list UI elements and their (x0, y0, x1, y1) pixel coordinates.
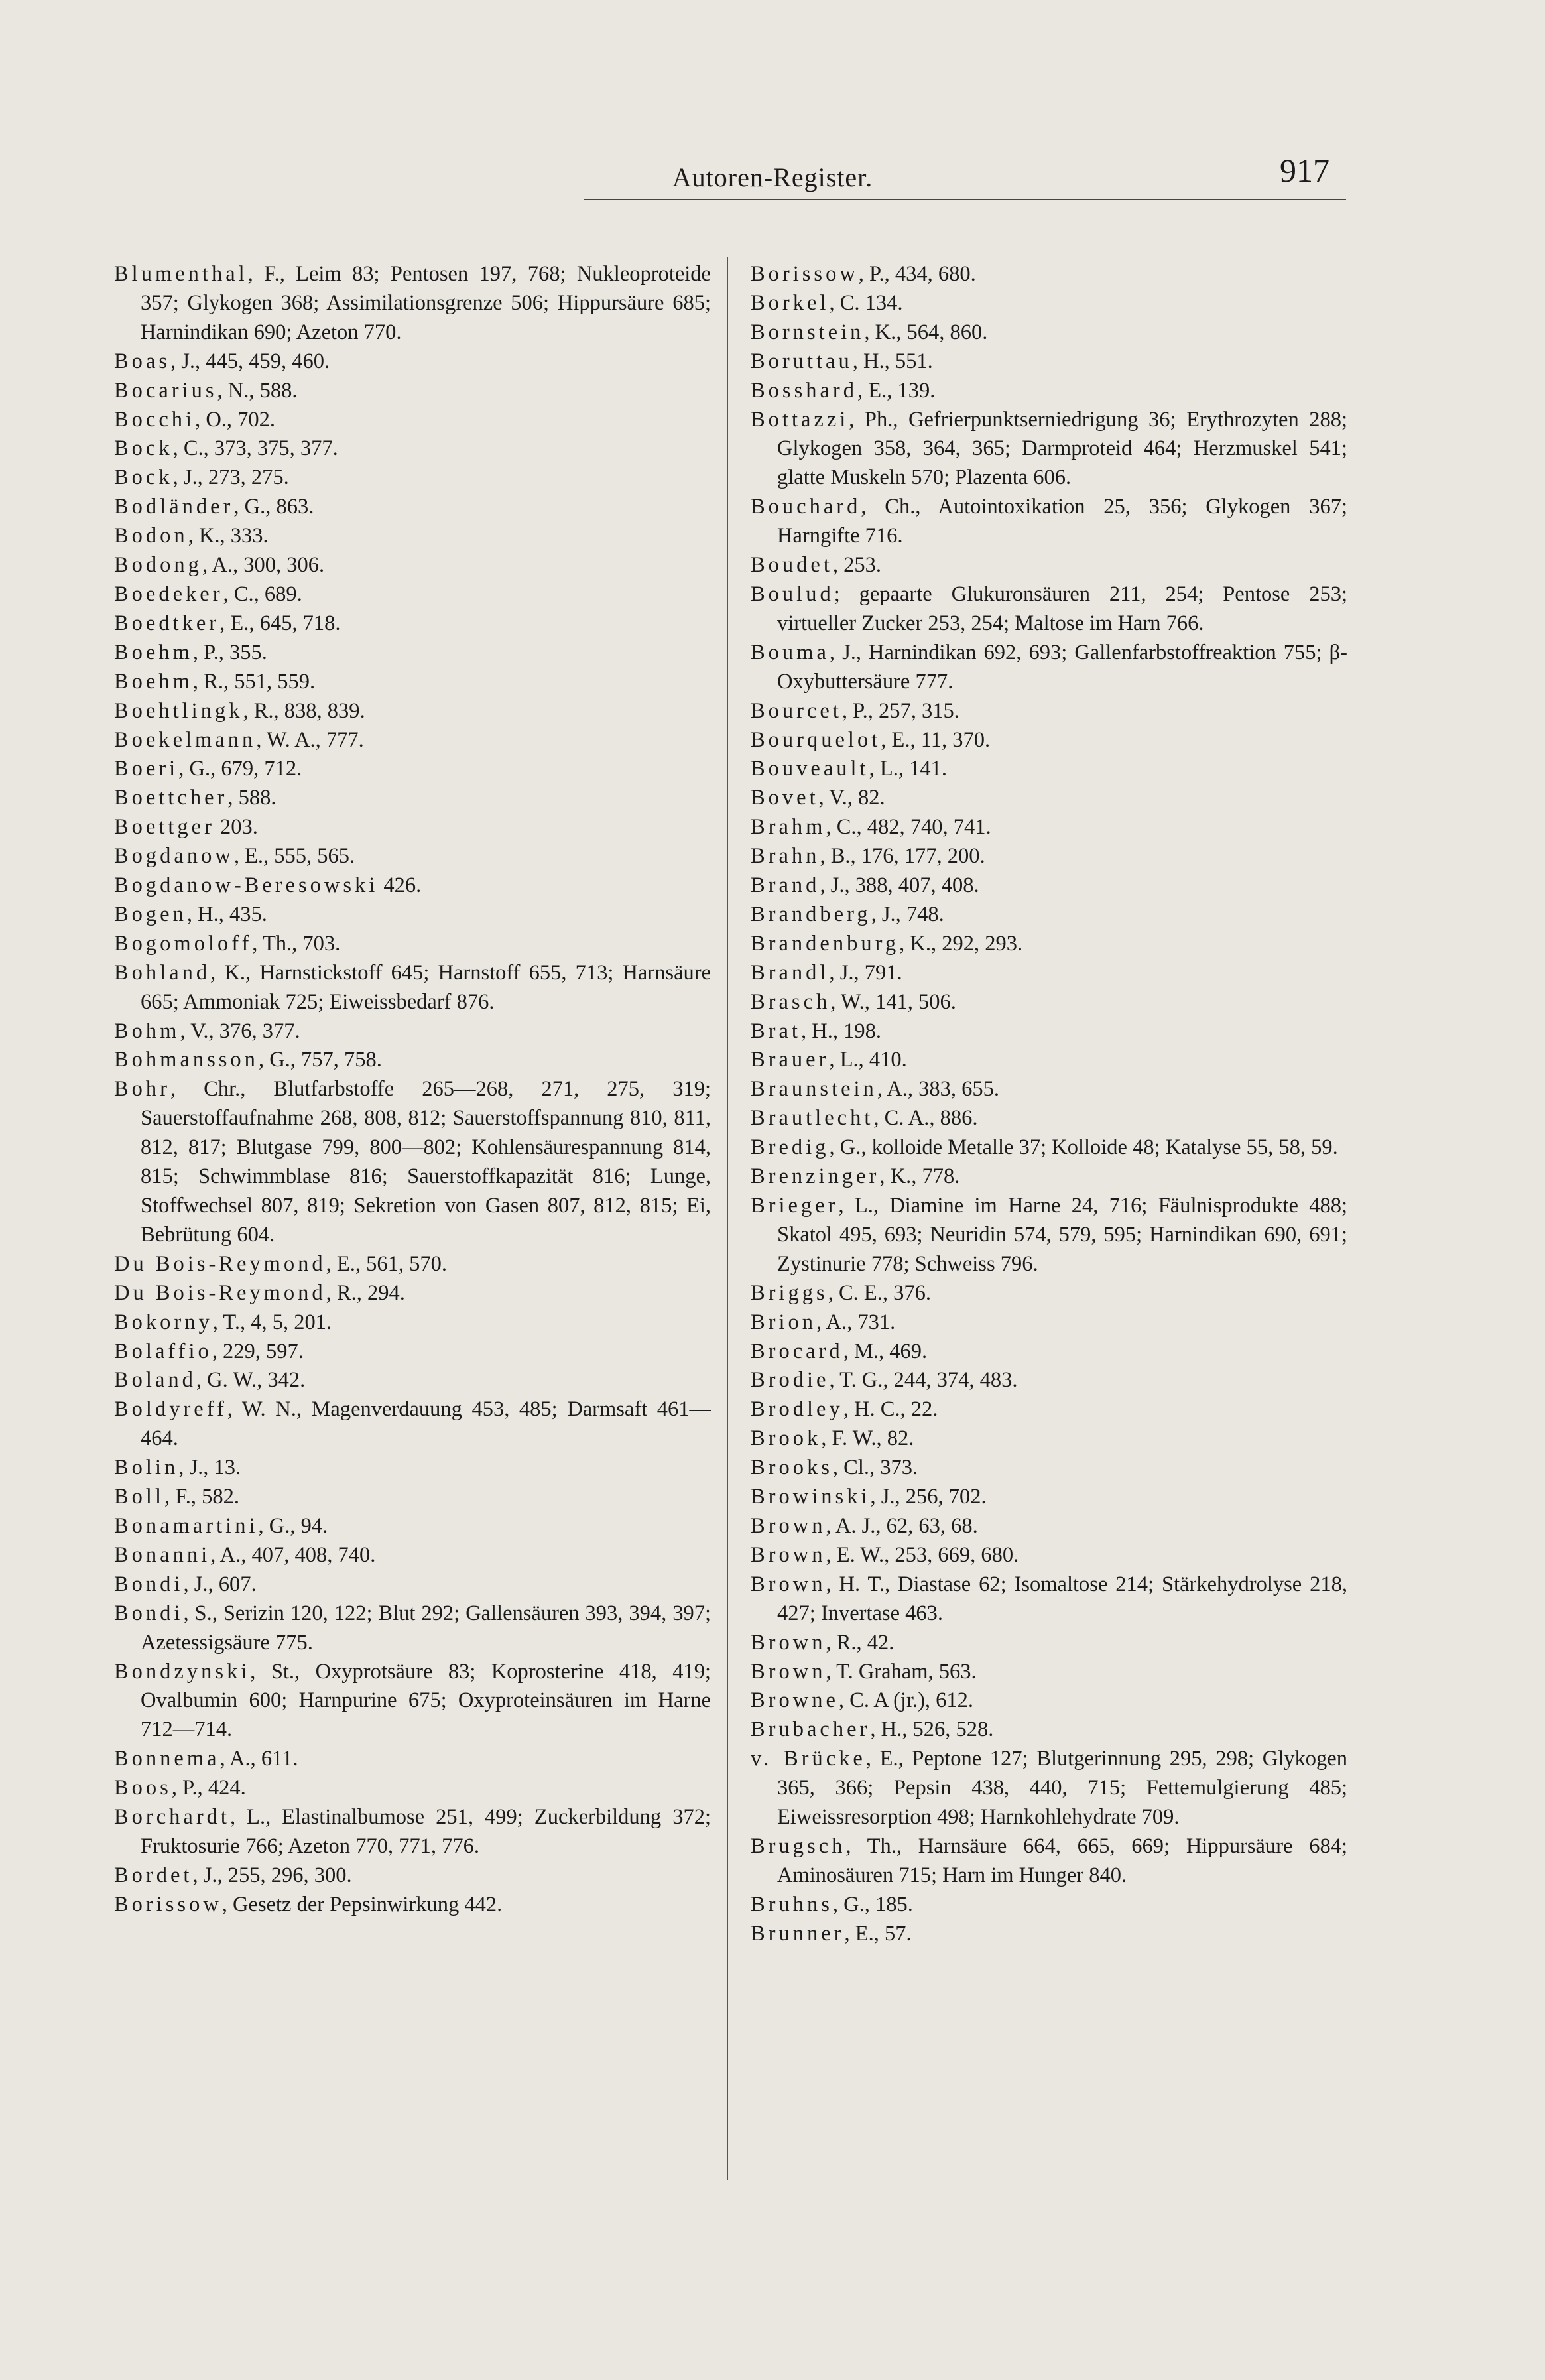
index-entry (751, 1658, 1347, 1687)
index-entry (114, 1891, 711, 1920)
index-entry (114, 377, 711, 406)
index-entry (751, 1483, 1347, 1512)
index-entry (114, 1658, 711, 1745)
entry-references: , K., 778. (879, 1164, 960, 1189)
index-entry (114, 930, 711, 959)
entry-references: , E., Peptone 127; Blutgerinnung 295, 298; Glykogen 365, 366; Pepsin 438, 440, 715; Fettemulgierung 485; Eiweissresorption 498; Harnkohlehydrate 709. (777, 1747, 1347, 1830)
author-name: Bordet (114, 1863, 193, 1887)
author-name: Du Bois-Reymond (114, 1251, 326, 1276)
author-name: Boehtlingk (114, 698, 243, 723)
author-name: Bogdanow-Beresowski (114, 873, 379, 898)
entry-references: , J., 607. (183, 1572, 257, 1596)
entry-references: , V., 376, 377. (180, 1019, 300, 1043)
author-name: Bonamartini (114, 1513, 259, 1538)
author-name: Boedtker (114, 611, 220, 635)
author-name: Bokorny (114, 1310, 213, 1334)
entry-references: , F., Leim 83; Pentosen 197, 768; Nukleoproteide 357; Glykogen 368; Assimilationsgrenze 506; Hippursäure 685; Harnindikan 690; Azeton 770. (141, 262, 711, 344)
index-entry (114, 551, 711, 580)
entry-references: , J., 256, 702. (870, 1485, 987, 1509)
author-name: Bohland (114, 960, 211, 985)
index-entry (751, 1512, 1347, 1541)
entry-references: , K., 564, 860. (864, 320, 988, 344)
index-entry (114, 347, 711, 377)
entry-references: , Gesetz der Pepsinwirkung 442. (221, 1892, 503, 1916)
author-name: Brieger (751, 1194, 839, 1218)
author-name: Brown (751, 1630, 826, 1655)
author-name: Bruhns (751, 1892, 833, 1916)
entry-references: , G., 757, 758. (258, 1048, 382, 1072)
entry-references: , Ph., Gefrierpunktserniedrigung 36; Erythrozyten 288; Glykogen 358, 364, 365; Darmproteid 464; Herzmuskel 541; glatte Muskeln 570; Plazenta 606. (777, 407, 1347, 490)
entry-references: , H., 198. (800, 1019, 881, 1043)
index-entry (751, 1424, 1347, 1454)
author-name: Boedeker (114, 582, 223, 606)
entry-references: , R., 838, 839. (243, 698, 365, 723)
author-name: Boettger (114, 815, 215, 840)
author-name: Borkel (751, 290, 830, 315)
entry-references: , C., 482, 740, 741. (826, 815, 991, 840)
author-name: Boehm (114, 669, 193, 694)
author-name: Brion (751, 1310, 817, 1334)
author-name: Blumenthal (114, 262, 248, 286)
running-head: Autoren-Register. (672, 162, 873, 192)
author-name: Bonnema (114, 1747, 220, 1771)
index-entry (114, 434, 711, 464)
entry-references: , A., 383, 655. (877, 1077, 999, 1101)
index-entry (751, 988, 1347, 1017)
author-name: Brauer (751, 1048, 830, 1072)
index-entry (114, 1250, 711, 1279)
entry-references: , H. T., Diastase 62; Isomaltose 214; Stärkehydrolyse 218, 427; Invertase 463. (777, 1572, 1347, 1625)
index-entry (751, 639, 1347, 697)
index-entry (114, 1454, 711, 1483)
author-name: Brown (751, 1659, 826, 1684)
entry-references: , H. C., 22. (843, 1397, 938, 1422)
entry-references: , J., 748. (871, 902, 944, 926)
entry-references: , J., 255, 296, 300. (192, 1863, 352, 1887)
author-name: Boudet (751, 553, 833, 578)
entry-references: , N., 588. (217, 378, 298, 403)
entry-references: , S., Serizin 120, 122; Blut 292; Gallensäuren 393, 394, 397; Azetessigsäure 775. (141, 1601, 711, 1655)
entry-references: , M., 469. (843, 1339, 928, 1363)
entry-references: , E., 139. (857, 378, 936, 403)
index-entry (751, 551, 1347, 580)
entry-references: , L., Elastinalbumose 251, 499; Zuckerbildung 372; Fruktosurie 766; Azeton 770, 771, 776. (141, 1805, 711, 1858)
index-entry (751, 377, 1347, 406)
author-name: v. Brücke (751, 1747, 866, 1771)
index-entry (114, 1861, 711, 1891)
index-entry (751, 1162, 1347, 1192)
index-entry (751, 1308, 1347, 1338)
index-entry (751, 1629, 1347, 1658)
index-entry (751, 901, 1347, 930)
entry-references: , E., 645, 718. (219, 611, 341, 635)
index-entry (114, 1599, 711, 1658)
author-name: Brandl (751, 960, 830, 985)
index-entry (114, 755, 711, 784)
index-entry (751, 959, 1347, 988)
author-name: Boll (114, 1485, 164, 1509)
author-name: Bondzynski (114, 1659, 251, 1684)
index-entry (114, 697, 711, 726)
author-name: Du Bois-Reymond (114, 1281, 326, 1305)
author-name: Bohr (114, 1077, 170, 1101)
author-name: Borchardt (114, 1805, 230, 1830)
entry-references: , R., 42. (826, 1630, 895, 1655)
author-name: Brand (751, 873, 820, 898)
author-name: Bouveault (751, 757, 869, 781)
entry-references: , L., 141. (869, 757, 947, 781)
index-entry (114, 639, 711, 668)
index-entry (751, 1338, 1347, 1367)
author-name: Bourcet (751, 698, 842, 723)
author-name: Bourquelot (751, 727, 881, 752)
index-entry (751, 1686, 1347, 1716)
entry-references: , 253. (832, 553, 882, 578)
author-name: Boruttau (751, 349, 853, 373)
entry-references: , P., 257, 315. (841, 698, 959, 723)
index-entry (114, 1483, 711, 1512)
entry-references: , Th., 703. (252, 931, 341, 956)
author-name: Boland (114, 1368, 196, 1393)
index-entry (114, 1512, 711, 1541)
index-entry (114, 580, 711, 609)
author-name: Boettcher (114, 786, 228, 810)
index-entry (751, 1075, 1347, 1104)
entry-references: , L., Diamine im Harne 24, 716; Fäulnisprodukte 488; Skatol 495, 693; Neuridin 574, 579, 595; Harnindikan 690, 691; Zystinurie 778; Schweiss 796. (777, 1194, 1347, 1276)
entry-references: , T. Graham, 563. (826, 1659, 977, 1684)
index-entry (114, 406, 711, 435)
author-name: Browinski (751, 1485, 871, 1509)
entry-references: , Th., Harnsäure 664, 665, 669; Hippursäure 684; Aminosäuren 715; Harn im Hunger 840. (777, 1834, 1347, 1887)
index-entry (114, 1279, 711, 1308)
author-name: Bock (114, 436, 173, 461)
author-name: Brasch (751, 989, 831, 1014)
entry-references: , H., 435. (186, 902, 267, 926)
index-entry (751, 1192, 1347, 1279)
index-entry (751, 755, 1347, 784)
entry-references: , B., 176, 177, 200. (820, 844, 985, 869)
entry-references: 203. (214, 815, 258, 840)
author-name: Brandberg (751, 902, 871, 926)
index-entry (751, 813, 1347, 842)
author-name: Brugsch (751, 1834, 846, 1858)
entry-references: , 588. (227, 786, 277, 810)
index-entry (751, 1133, 1347, 1162)
entry-references: , A., 407, 408, 740. (210, 1542, 376, 1567)
entry-references: , J., Harnindikan 692, 693; Gallenfarbstoffreaktion 755; β-Oxybuttersäure 777. (777, 640, 1347, 694)
index-entry (114, 1308, 711, 1338)
entry-references: , P., 355. (192, 640, 267, 664)
entry-references: , G., 94. (258, 1513, 328, 1538)
entry-references: , Cl., 373. (832, 1456, 918, 1480)
index-entry (751, 406, 1347, 493)
entry-references: , F. W., 82. (821, 1426, 914, 1451)
entry-references: , Ch., Autointoxikation 25, 356; Glykogen 367; Harngifte 716. (777, 495, 1347, 548)
author-name: Bouchard (751, 495, 861, 519)
index-entry (114, 1046, 711, 1075)
left-column (114, 260, 711, 1920)
entry-references: , C. A., 886. (873, 1106, 978, 1131)
entry-references: , C. 134. (829, 290, 903, 315)
index-entry (114, 260, 711, 347)
index-entry (751, 930, 1347, 959)
index-entry (751, 1366, 1347, 1395)
author-name: Bodong (114, 553, 202, 578)
index-entry (751, 347, 1347, 377)
author-name: Bogdanow (114, 844, 234, 869)
entry-references: , P., 434, 680. (858, 262, 976, 286)
entry-references: , A. J., 62, 63, 68. (826, 1513, 978, 1538)
index-entry (114, 464, 711, 493)
index-entry (751, 1920, 1347, 1949)
author-name: Braunstein (751, 1077, 877, 1101)
index-entry (114, 1338, 711, 1367)
entry-references: , G. W., 342. (196, 1368, 306, 1393)
entry-references: , G., 185. (832, 1892, 913, 1916)
author-name: Brautlecht (751, 1106, 874, 1131)
entry-references: , E. W., 253, 669, 680. (826, 1542, 1019, 1567)
entry-references: , A., 731. (816, 1310, 896, 1334)
author-name: Bovet (751, 786, 819, 810)
author-name: Bock (114, 466, 173, 490)
author-name: Bogen (114, 902, 187, 926)
entry-references: ; gepaarte Glukuronsäuren 211, 254; Pentose 253; virtueller Zucker 253, 254; Maltose im Harn 766. (777, 582, 1347, 635)
author-name: Borissow (114, 1892, 222, 1916)
index-entry (114, 1745, 711, 1774)
entry-references: , P., 424. (171, 1776, 246, 1800)
entry-references: , A., 300, 306. (202, 553, 325, 578)
author-name: Brook (751, 1426, 822, 1451)
entry-references: , Chr., Blutfarbstoffe 265—268, 271, 275, 319; Sauerstoffaufnahme 268, 808, 812; Sauerstoffspannung 810, 811, 812, 817; Blutgase 799, 800—802; Kohlensäurespannung 814, 815; Schwimmblase 816; Sauerstoffkapazität 816; Lunge, Stoffwechsel 807, 819; Sekretion von Gasen 807, 812, 815; Ei, Bebrütung 604. (141, 1077, 711, 1247)
entry-references: , R., 551, 559. (192, 669, 316, 694)
entry-references: , T. G., 244, 374, 483. (829, 1368, 1018, 1393)
index-entry (114, 522, 711, 551)
author-name: Browne (751, 1688, 839, 1713)
index-entry (114, 1541, 711, 1570)
page-number: 917 (1280, 152, 1329, 189)
author-name: Bolin (114, 1456, 179, 1480)
entry-references: , W. A., 777. (256, 727, 364, 752)
entry-references: , G., 863. (233, 495, 314, 519)
index-entry (751, 1046, 1347, 1075)
entry-references: , G., 679, 712. (178, 757, 302, 781)
index-entry (751, 1541, 1347, 1570)
index-entry (751, 784, 1347, 813)
index-entry (114, 493, 711, 522)
index-entry (751, 493, 1347, 551)
author-name: Bouma (751, 640, 830, 664)
author-name: Brandenburg (751, 931, 900, 956)
index-entry (751, 260, 1347, 289)
index-entry (751, 1832, 1347, 1891)
index-entry (751, 842, 1347, 871)
author-name: Brahn (751, 844, 820, 869)
author-name: Bondi (114, 1601, 184, 1625)
entry-references: , G., kolloide Metalle 37; Kolloide 48; Katalyse 55, 58, 59. (829, 1135, 1338, 1160)
author-name: Bocchi (114, 407, 196, 432)
index-entry (114, 901, 711, 930)
index-entry (751, 1395, 1347, 1424)
entry-references: , H., 551. (852, 349, 933, 373)
entry-references: , T., 4, 5, 201. (212, 1310, 332, 1334)
entry-references: , C., 689. (223, 582, 302, 606)
author-name: Brat (751, 1019, 801, 1043)
author-name: Brenzinger (751, 1164, 880, 1189)
column-divider (727, 257, 728, 2180)
index-entry (751, 580, 1347, 639)
author-name: Brubacher (751, 1718, 871, 1742)
entry-references: , R., 294. (326, 1281, 405, 1305)
author-name: Brown (751, 1572, 826, 1596)
author-name: Brahm (751, 815, 826, 840)
index-entry (114, 813, 711, 842)
entry-references: , K., Harnstickstoff 645; Harnstoff 655, 713; Harnsäure 665; Ammoniak 725; Eiweissbedarf 876. (141, 960, 711, 1014)
entry-references: , E., 561, 570. (326, 1251, 448, 1276)
index-entry (751, 697, 1347, 726)
index-entry (114, 1570, 711, 1599)
author-name: Boekelmann (114, 727, 257, 752)
entry-references: , J., 13. (178, 1456, 241, 1480)
entry-references: , 229, 597. (212, 1339, 304, 1363)
entry-references: , E., 555, 565. (233, 844, 355, 869)
index-entry (751, 871, 1347, 901)
index-entry (114, 959, 711, 1017)
index-entry (751, 289, 1347, 318)
author-name: Boulud (751, 582, 834, 606)
index-entry (751, 1745, 1347, 1832)
author-name: Boeri (114, 757, 179, 781)
index-entry (114, 1366, 711, 1395)
index-entry (751, 726, 1347, 755)
author-name: Bosshard (751, 378, 857, 403)
entry-references: , J., 445, 459, 460. (170, 349, 330, 373)
author-name: Bondi (114, 1572, 184, 1596)
entry-references: , E., 57. (844, 1921, 912, 1946)
author-name: Brown (751, 1513, 826, 1538)
author-name: Borissow (751, 262, 859, 286)
index-entry (751, 1454, 1347, 1483)
index-entry (114, 668, 711, 697)
entry-references: , W., 141, 506. (830, 989, 956, 1014)
author-name: Bocarius (114, 378, 217, 403)
author-name: Brocard (751, 1339, 843, 1363)
entry-references: , W. N., Magenverdauung 453, 485; Darmsaft 461—464. (141, 1397, 711, 1451)
author-name: Bogomoloff (114, 931, 253, 956)
author-name: Briggs (751, 1281, 828, 1305)
author-name: Bohm (114, 1019, 180, 1043)
entry-references: , O., 702. (195, 407, 276, 432)
index-entry (114, 726, 711, 755)
entry-references: , K., 292, 293. (899, 931, 1023, 956)
author-name: Boas (114, 349, 170, 373)
entry-references: , St., Oxyprotsäure 83; Koprosterine 418, 419; Ovalbumin 600; Harnpurine 675; Oxyproteinsäuren im Harne 712—714. (141, 1659, 711, 1742)
index-entry (114, 1075, 711, 1249)
author-name: Bodländer (114, 495, 234, 519)
author-name: Boos (114, 1776, 172, 1800)
entry-references: , J., 273, 275. (172, 466, 289, 490)
author-name: Bonanni (114, 1542, 211, 1567)
entry-references: , J., 791. (829, 960, 902, 985)
index-entry (751, 1570, 1347, 1629)
author-name: Bottazzi (751, 407, 849, 432)
entry-references: , A., 611. (219, 1747, 298, 1771)
author-name: Brown (751, 1542, 826, 1567)
author-name: Bredig (751, 1135, 830, 1160)
right-column (751, 260, 1347, 1949)
index-entry (114, 1395, 711, 1454)
author-name: Bohmansson (114, 1048, 259, 1072)
entry-references: , H., 526, 528. (870, 1718, 994, 1742)
entry-references: , C., 373, 375, 377. (172, 436, 338, 461)
index-entry (751, 1891, 1347, 1920)
entry-references: , C. A (jr.), 612. (838, 1688, 974, 1713)
author-name: Bodon (114, 524, 188, 548)
index-entry (114, 1803, 711, 1861)
index-entry (751, 1279, 1347, 1308)
index-entry (114, 842, 711, 871)
author-name: Boldyreff (114, 1397, 227, 1422)
author-name: Brunner (751, 1921, 845, 1946)
index-entry (751, 1716, 1347, 1745)
entry-references: , V., 82. (818, 786, 885, 810)
index-entry (114, 871, 711, 901)
index-entry (114, 1774, 711, 1803)
index-entry (751, 1017, 1347, 1046)
index-entry (114, 609, 711, 639)
entry-references: , K., 333. (188, 524, 269, 548)
author-name: Brodley (751, 1397, 843, 1422)
author-name: Boehm (114, 640, 193, 664)
entry-references: , E., 11, 370. (881, 727, 991, 752)
entry-references: , J., 388, 407, 408. (820, 873, 979, 898)
entry-references: , F., 582. (164, 1485, 239, 1509)
author-name: Bolaffio (114, 1339, 212, 1363)
entry-references: 426. (378, 873, 422, 898)
index-entry (751, 1104, 1347, 1133)
author-name: Brooks (751, 1456, 833, 1480)
index-entry (751, 318, 1347, 347)
header-rule (584, 199, 1346, 200)
author-name: Brodie (751, 1368, 830, 1393)
author-name: Bornstein (751, 320, 865, 344)
index-entry (114, 1017, 711, 1046)
entry-references: , L., 410. (829, 1048, 907, 1072)
index-entry (114, 784, 711, 813)
entry-references: , C. E., 376. (828, 1281, 931, 1305)
